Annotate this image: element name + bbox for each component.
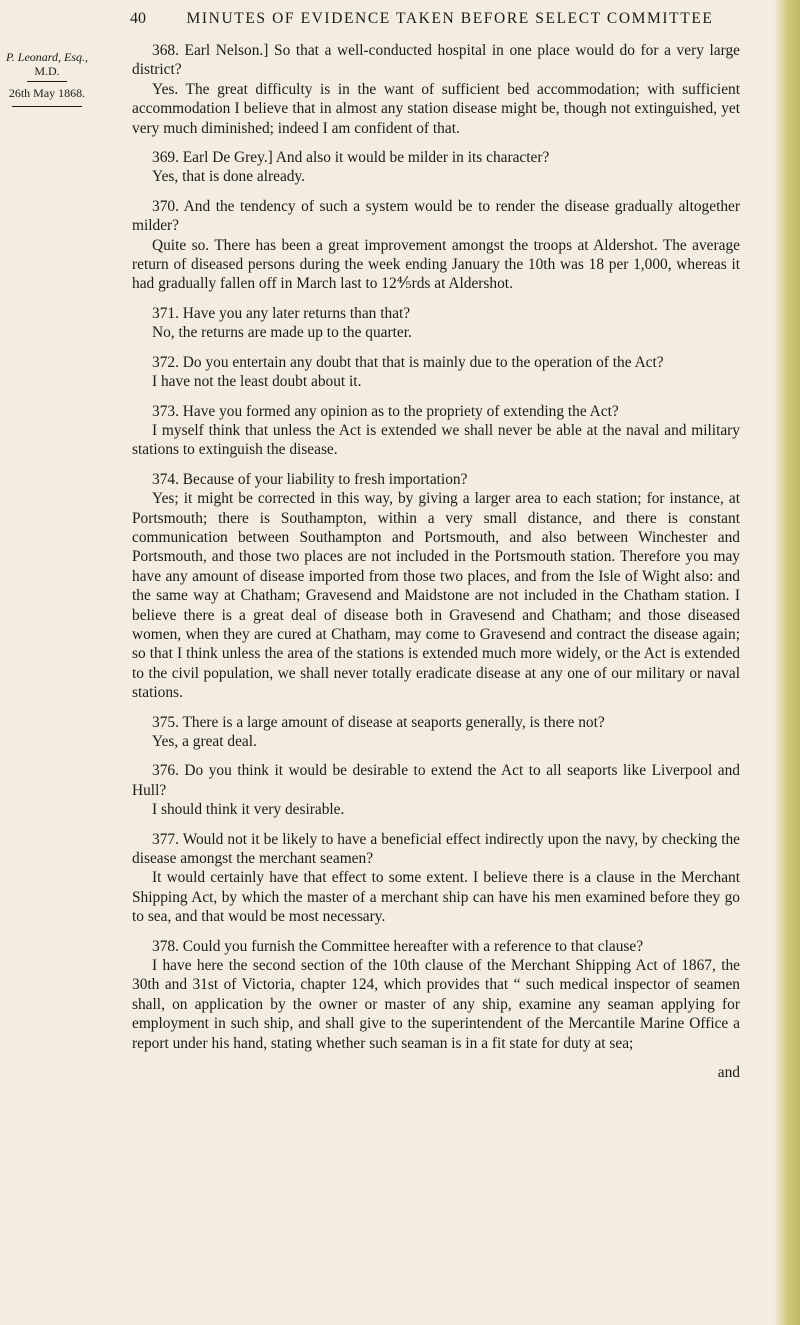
answer-text: I myself think that unless the Act is extended we shall never be able at the naval and military stations to extinguish the disease.: [132, 421, 740, 459]
question-answer-item: [132, 353, 740, 392]
question-text: 373. Have you formed any opinion as to the propriety of extending the Act?: [152, 402, 619, 420]
question-answer-item: [132, 761, 740, 819]
margin-date: 26th May 1868.: [8, 86, 86, 100]
question-text: 372. Do you entertain any doubt that that is mainly due to the operation of the Act?: [152, 353, 664, 371]
answer-text: Yes; it might be corrected in this way, by giving a larger area to each station; for instance, at Portsmouth; there is Southampton, within a very small distance, and there is constant communication between Southampton and Portsmouth, and also between Winchester and Portsmouth, and those two places are not included in the Portsmouth station. Therefore you may have any amount of disease imported from those two places, and from the Isle of Wight also: and the same way at Chatham; Gravesend and Maidstone are not included in the Chatham station. I believe there is a great deal of disease both in Gravesend and Chatham; and those diseased women, when they are cured at Chatham, may come to Gravesend and contract the disease again; so that I think unless the area of the stations is extended much more widely, or the Act is extended to the civil population, we shall never totally eradicate disease at any one of our military or naval stations.: [132, 490, 740, 702]
question-text: 374. Because of your liability to fresh importation?: [152, 470, 468, 488]
margin-rule: [27, 81, 67, 82]
answer-text: Yes, that is done already.: [152, 168, 306, 186]
question-answer-list: [132, 41, 740, 1053]
question-answer-item: [132, 41, 740, 138]
page-number: 40: [130, 10, 146, 27]
question-answer-item: [132, 830, 740, 927]
question-answer-item: [132, 713, 740, 752]
question-answer-item: [132, 937, 740, 1053]
question-text: 378. Could you furnish the Committee hereafter with a reference to that clause?: [152, 937, 644, 955]
running-head: MINUTES OF EVIDENCE TAKEN BEFORE SELECT COMMITTEE: [186, 10, 714, 27]
margin-rule-bottom: [12, 106, 82, 107]
margin-note: [4, 50, 90, 107]
answer-text: Yes. The great difficulty is in the want of sufficient bed accommodation; with sufficient accommodation I believe that in almost any station disease might be, though not extinguished, yet very much diminished; indeed I am confident of that.: [132, 80, 740, 137]
question-answer-item: [132, 197, 740, 294]
catchword: and: [717, 1064, 740, 1082]
question-answer-item: [132, 402, 740, 460]
evidence-body: [132, 41, 740, 1083]
page-header: [130, 10, 740, 28]
question-text: 368. Earl Nelson.] So that a well-conducted hospital in one place would do for a very large district?: [132, 42, 740, 79]
question-text: 370. And the tendency of such a system would be to render the disease gradually altogether milder?: [132, 197, 740, 235]
question-text: 375. There is a large amount of disease at seaports generally, is there not?: [152, 713, 605, 731]
answer-text: No, the returns are made up to the quarter.: [152, 324, 412, 342]
question-answer-item: [132, 304, 740, 343]
answer-text: I have not the least doubt about it.: [152, 373, 362, 391]
question-text: 371. Have you any later returns than that?: [152, 304, 411, 322]
answer-text: It would certainly have that effect to some extent. I believe there is a clause in the Merchant Shipping Act, by which the master of a merchant ship can have his men examined before they go to sea, and that would be most necessary.: [132, 869, 740, 926]
question-answer-item: [132, 148, 740, 187]
question-text: 369. Earl De Grey.] And also it would be milder in its character?: [152, 149, 550, 167]
margin-witness: P. Leonard, Esq.,: [5, 50, 88, 64]
page-edge-shadow: [774, 0, 800, 1325]
margin-degree: M.D.: [34, 64, 60, 78]
answer-text: I should think it very desirable.: [152, 801, 345, 819]
question-text: 377. Would not it be likely to have a beneficial effect indirectly upon the navy, by checking the disease amongst the merchant seamen?: [132, 830, 740, 868]
answer-text: I have here the second section of the 10th clause of the Merchant Shipping Act of 1867, the 30th and 31st of Victoria, chapter 124, which provides that “ such medical inspector of seamen shall, on application by the owner or master of any ship, examine any seaman applying for employment in such ship, and shall give to the superintendent of the Mercantile Marine Office a report under his hand, stating whether such seaman is in a fit state for duty at sea;: [132, 957, 740, 1052]
answer-text: Yes, a great deal.: [152, 733, 257, 750]
answer-text: Quite so. There has been a great improvement amongst the troops at Aldershot. The average return of diseased persons during the week ending January the 10th was 18 per 1,000, whereas it had gradually fallen off in March last to 12⅘rds at Aldershot.: [132, 236, 740, 293]
question-answer-item: [132, 470, 740, 703]
question-text: 376. Do you think it would be desirable to extend the Act to all seaports like Liverpool and Hull?: [132, 762, 740, 799]
